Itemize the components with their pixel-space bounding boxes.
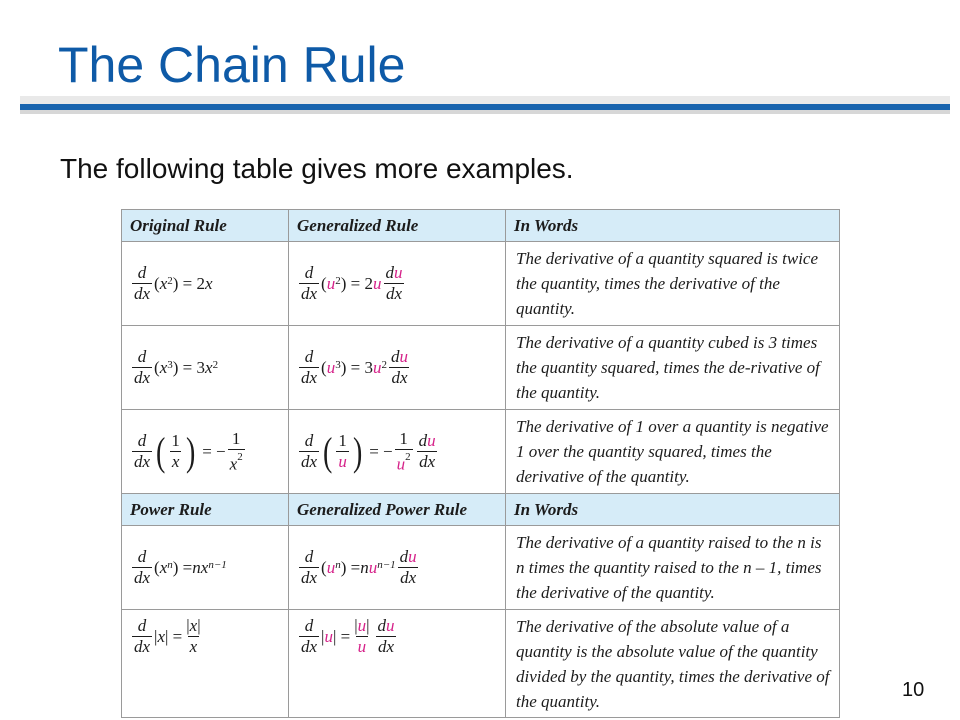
- header-original-rule: Original Rule: [122, 210, 289, 242]
- header-in-words: In Words: [506, 494, 840, 526]
- header-power-rule: Power Rule: [122, 494, 289, 526]
- header-generalized-rule: Generalized Rule: [289, 210, 506, 242]
- formula-original: $\frac{d}{dx}$ ( x $^2$ ) = 2 x: [122, 242, 289, 326]
- formula-generalized: $\frac{d}{dx}$ ( u $^2$ ) = 2 u $\frac{du}{dx}$: [289, 242, 506, 326]
- slide-subtitle: The following table gives more examples.: [60, 153, 574, 184]
- formula-original: $\frac{d}{dx}$ | x | = $\frac{|x|}{x}$: [122, 610, 289, 718]
- table-row: [122, 326, 840, 410]
- header-generalized-power-rule: Generalized Power Rule: [289, 494, 506, 526]
- formula-generalized: $\frac{d}{dx}$ ( u $^n$ ) = n u $^{n-1}$ $\frac{du}{dx}$: [289, 526, 506, 610]
- table-row: [122, 610, 840, 718]
- derivative-rules-table: [121, 209, 840, 718]
- table-header-row: [122, 494, 840, 526]
- rule-description: The derivative of a quantity raised to the n is n times the quantity raised to the n – 1, times the derivative of the quantity.: [506, 526, 840, 610]
- formula-original: $\frac{d}{dx}$ ( $\frac{1}{x}$ ) = − $\frac{1}{x^2}$: [122, 410, 289, 494]
- page-number: 10: [902, 679, 925, 701]
- rule-description: The derivative of a quantity cubed is 3 times the quantity squared, times the de-rivative of the quantity.: [506, 326, 840, 410]
- table-row: [122, 410, 840, 494]
- slide-title: The Chain Rule: [58, 37, 406, 93]
- rule-description: The derivative of 1 over a quantity is negative 1 over the quantity squared, times the derivative of the quantity.: [506, 410, 840, 494]
- formula-original: $\frac{d}{dx}$ ( x $^3$ ) = 3 x $^2$: [122, 326, 289, 410]
- title-underline-bar: [20, 96, 950, 114]
- table-row: [122, 242, 840, 326]
- formula-generalized: $\frac{d}{dx}$ ( $\frac{1}{u}$ ) = − $\frac{1}{u^2}$ $\frac{du}{dx}$: [289, 410, 506, 494]
- formula-generalized: $\frac{d}{dx}$ ( u $^3$ ) = 3 u $^2$ $\frac{du}{dx}$: [289, 326, 506, 410]
- formula-generalized: $\frac{d}{dx}$ | u | = $\frac{|u|}{u}$ $\frac{du}{dx}$: [289, 610, 506, 718]
- rule-description: The derivative of the absolute value of a quantity is the absolute value of the quantity divided by the quantity, times the derivative of the quantity.: [506, 610, 840, 718]
- formula-original: $\frac{d}{dx}$ ( x $^n$ ) = nx $^{n-1}$: [122, 526, 289, 610]
- table-header-row: [122, 210, 840, 242]
- header-in-words: In Words: [506, 210, 840, 242]
- rule-description: The derivative of a quantity squared is twice the quantity, times the derivative of the quantity.: [506, 242, 840, 326]
- table-row: [122, 526, 840, 610]
